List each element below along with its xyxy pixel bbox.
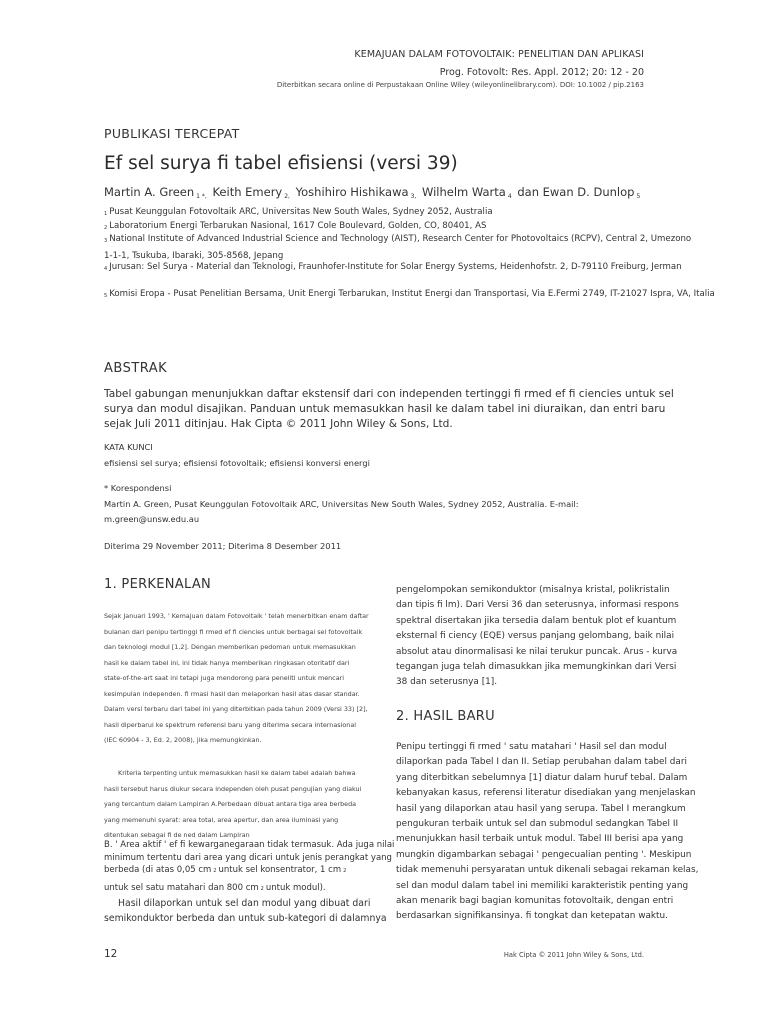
text-line: spektral disertakan jika tersedia dalam bentuk plot ef kuantum xyxy=(396,615,677,626)
results-paragraph xyxy=(104,896,387,926)
superscript: 2 xyxy=(213,868,217,874)
affiliation-text: Laboratorium Energi Terbarukan Nasional, 1617 Cole Boulevard, Golden, CO, 80401, AS xyxy=(109,221,487,231)
text-line: berdasarkan signifikansinya. fi tongkat dan ketepatan waktu. xyxy=(396,911,668,922)
affiliation-3 xyxy=(104,233,691,246)
affiliation-number: 3 xyxy=(104,238,108,244)
text-line: hasil diperbarui ke spektrum referensi baru yang diterima secara internasional xyxy=(104,720,357,729)
author-mark: 2, xyxy=(284,193,290,200)
abstract-text: Tabel gabungan menunjukkan daftar ekstensif dari con independen tertinggi fi rmed ef fi ciencies untuk sel surya dan modul disajikan. Panduan untuk memasukkan hasil ke dalam tabel ini diuraikan, dan entri baru sejak Juli 2011 ditinjau. Hak Cipta © 2011 John Wiley & Sons, Ltd. xyxy=(104,388,674,430)
text-line: state-of-the-art saat ini tetapi juga mendorong para peneliti untuk mencari xyxy=(104,674,345,682)
text-line: dilaporkan pada Tabel I dan II. Setiap perubahan dalam tabel dari xyxy=(396,757,687,768)
text-line: tegangan juga telah dimasukkan jika memungkinkan dari Versi xyxy=(396,662,677,673)
affiliation-1 xyxy=(104,206,493,219)
introduction-paragraph xyxy=(104,609,394,749)
author-mark: 4 xyxy=(507,193,512,200)
section-heading-introduction: 1. PERKENALAN xyxy=(104,577,212,592)
journal-name: KEMAJUAN DALAM FOTOVOLTAIK: PENELITIAN DAN APLIKASI xyxy=(354,49,644,60)
text-line: yang diterbitkan sebelumnya [1] diatur dalam huruf tebal. Dalam xyxy=(396,772,688,783)
author-mark: 1 *, xyxy=(196,193,207,200)
keywords-label: KATA KUNCI xyxy=(104,442,153,452)
text-line: Sejak Januari 1993, ' Kemajuan dalam Fotovoltaik ' telah menerbitkan enam daftar xyxy=(104,612,369,620)
text-line: semikonduktor berbeda dan untuk sub-kategori di dalamnya xyxy=(104,913,387,924)
author-name: Martin A. Green xyxy=(104,185,195,199)
affiliation-text: Komisi Eropa - Pusat Penelitian Bersama, Unit Energi Terbarukan, Institut Energi dan Transportasi, Via E.Fermi 2749, IT-21027 Ispra, VA, Italia xyxy=(109,289,715,299)
author-mark: 3, xyxy=(410,193,417,200)
footer-copyright: Hak Cipta © 2011 John Wiley & Sons, Ltd. xyxy=(503,951,644,959)
author-name: Yoshihiro Hishikawa xyxy=(295,185,409,199)
text-line: pengelompokan semikonduktor (misalnya kristal, polikristalin xyxy=(396,585,670,595)
affiliation-number: 4 xyxy=(104,266,108,272)
affiliation-text: Jurusan: Sel Surya - Material dan Teknologi, Fraunhofer-Institute for Solar Energy Systems, Heidenhofstr. 2, D-79110 Freiburg, Jerman xyxy=(109,262,682,272)
text-line: Penipu tertinggi fi rmed ' satu matahari ' Hasil sel dan modul xyxy=(396,742,667,752)
online-publication-note: Diterbitkan secara online di Perpustakaan Online Wiley (wileyonlinelibrary.com). DOI: 10.1002 / pip.2163 xyxy=(276,81,644,89)
text-line: tidak memenuhi persyaratan untuk dikenali sebagai rekaman kelas, xyxy=(396,865,699,876)
text-line: ditentukan sebagai fi de ned dalam Lampiran xyxy=(104,831,250,839)
superscript: 2 xyxy=(260,886,264,892)
text-line: B. ' Area aktif ' ef fi kewarganegaraan tidak termasuk. Ada juga nilai xyxy=(104,840,395,850)
text-line: akan menarik bagi bagian komunitas fotovoltaik, dengan entri xyxy=(396,896,674,907)
text-line: Hasil dilaporkan untuk sel dan modul yang dibuat dari xyxy=(118,898,371,909)
text-line: bulanan dari penipu tertinggi fi rmed ef fi ciencies untuk berbagai sel fotovoltaik xyxy=(104,627,363,636)
text-line: kebanyakan kasus, referensi literatur disediakan yang menjelaskan xyxy=(396,788,696,799)
citation: Prog. Fotovolt: Res. Appl. 2012; 20: 12 - 20 xyxy=(439,67,644,78)
affiliation-2 xyxy=(104,220,486,233)
received-dates: Diterima 29 November 2011; Diterima 8 Desember 2011 xyxy=(104,541,342,551)
affiliation-text: Pusat Keunggulan Fotovoltaik ARC, Universitas New South Wales, Sydney 2052, Australia xyxy=(109,207,493,217)
superscript: 2 xyxy=(343,868,347,874)
affiliation-4 xyxy=(104,261,682,274)
text-line: mungkin digambarkan sebagai ' pengecualian penting '. Meskipun xyxy=(396,849,692,860)
text-line: berbeda (di atas 0,05 cm 2 untuk sel konsentrator, 1 cm 2 xyxy=(104,865,347,875)
correspondence-label: * Korespondensi xyxy=(104,483,172,493)
text-line: dan tipis fi lm). Dari Versi 36 dan seterusnya, informasi respons xyxy=(396,600,679,611)
text-line: kesimpulan independen. fi rmasi hasil dan melaporkan hasil atas dasar standar. xyxy=(104,689,360,698)
affiliation-5 xyxy=(104,288,715,301)
area-paragraph xyxy=(104,839,396,878)
section-heading-new-results: 2. HASIL BARU xyxy=(396,709,495,724)
text-line: hasil tersebut harus diukur secara independen oleh pusat pengujian yang diakui xyxy=(104,784,362,793)
text-line: (IEC 60904 - 3, Ed. 2, 2008), jika memungkinkan. xyxy=(104,736,262,744)
affiliation-number: 2 xyxy=(104,225,108,231)
correspondence-line: Martin A. Green, Pusat Keunggulan Fotovoltaik ARC, Universitas New South Wales, Sydney 2052, Australia. E-mail: xyxy=(104,499,579,509)
affiliation-number: 5 xyxy=(104,293,108,299)
text-line: menunjukkan hasil terbaik untuk modul. Tabel III berisi apa yang xyxy=(396,834,684,845)
text-line: sel dan modul dalam tabel ini memiliki karakteristik penting yang xyxy=(396,880,689,891)
text-line: yang tercantum dalam Lampiran A.Perbedaan dibuat antara tiga area berbeda xyxy=(104,800,357,808)
page-number: 12 xyxy=(104,948,118,960)
new-results-paragraph xyxy=(396,740,698,925)
affiliation-number: 1 xyxy=(104,211,108,217)
text-line: hasil yang dilaporkan atau hasil yang serupa. Tabel I merangkum xyxy=(396,803,686,814)
affiliation-3-cont: 1-1-1, Tsukuba, Ibaraki, 305-8568, Jepang xyxy=(104,251,284,261)
text-line: absolut atau dinormalisasi ke nilai terukur puncak. Arus - kurva xyxy=(396,646,678,657)
text-line: hasil ke dalam tabel ini, ini tidak hanya memberikan ringkasan otoritatif dari xyxy=(104,658,350,667)
text-line: 38 dan seterusnya [1]. xyxy=(396,677,498,688)
correspondence-email: m.green@unsw.edu.au xyxy=(104,514,200,524)
criteria-paragraph xyxy=(104,766,394,844)
section-label: PUBLIKASI TERCEPAT xyxy=(104,126,240,141)
text-line: dan teknologi modul [1,2]. Dengan memberikan pedoman untuk memasukkan xyxy=(104,643,356,651)
text-line: pengukuran terbaik untuk sel dan submodul sedangkan Tabel II xyxy=(396,819,679,830)
text-line: yang memenuhi syarat: area total, area apertur, dan area iluminasi yang xyxy=(104,815,339,824)
author-name: Keith Emery xyxy=(212,185,283,199)
text-line: minimum tertentu dari area yang dicari untuk jenis perangkat yang xyxy=(104,852,392,863)
author-mark: 5 xyxy=(636,193,641,200)
text-line: eksternal fi ciency (EQE) versus panjang gelombang, baik nilai xyxy=(396,631,675,642)
author-list xyxy=(104,185,642,199)
abstract-heading: ABSTRAK xyxy=(104,361,168,376)
keywords-text: efisiensi sel surya; efisiensi fotovoltaik; efisiensi konversi energi xyxy=(104,458,370,468)
affiliation-text: National Institute of Advanced Industrial Science and Technology (AIST), Research Center for Photovoltaics (RCPV), Central 2, Umezono xyxy=(109,234,692,244)
author-name: Wilhelm Warta xyxy=(421,185,506,199)
paper-title: Ef sel surya fi tabel efisiensi (versi 39) xyxy=(104,153,458,174)
text-line: untuk sel satu matahari dan 800 cm 2 untuk modul). xyxy=(104,883,326,893)
text-line: Dalam versi terbaru dari tabel ini yang diterbitkan pada tahun 2009 (Versi 33) [2], xyxy=(104,705,368,713)
right-column-paragraph xyxy=(396,583,679,691)
author-name: dan Ewan D. Dunlop xyxy=(517,185,635,199)
text-line: Kriteria terpenting untuk memasukkan hasil ke dalam tabel adalah bahwa xyxy=(118,769,356,777)
